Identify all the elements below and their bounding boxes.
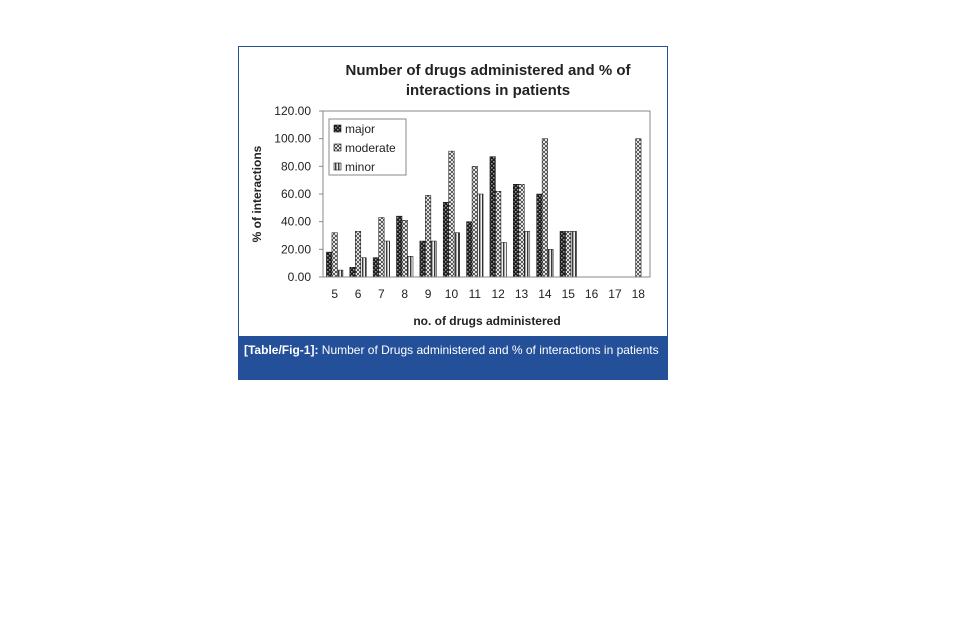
bar-moderate-14: [542, 139, 548, 277]
x-tick-label: 18: [631, 287, 645, 301]
x-tick-label: 16: [584, 287, 599, 301]
bar-minor-5: [337, 270, 343, 277]
y-tick-label: 100.00: [274, 131, 311, 146]
bar-moderate-13: [519, 184, 525, 277]
bar-moderate-10: [449, 151, 455, 277]
y-tick-label: 60.00: [280, 187, 311, 201]
figure-caption: [239, 336, 667, 379]
chart-title-line-2: interactions in patients: [405, 82, 571, 99]
bar-minor-7: [384, 241, 390, 277]
legend: [329, 119, 406, 175]
x-tick-label: 9: [424, 287, 432, 301]
bar-moderate-6: [355, 231, 361, 277]
x-tick-label: 17: [608, 287, 622, 301]
bar-minor-15: [571, 231, 577, 277]
x-tick-label: 8: [401, 287, 409, 301]
bar-minor-6: [361, 258, 367, 277]
bar-major-12: [490, 157, 496, 277]
x-tick-label: 6: [354, 287, 362, 301]
bar-moderate-9: [425, 195, 431, 277]
bar-moderate-8: [402, 220, 408, 277]
x-tick-label: 15: [561, 287, 575, 301]
caption-label: [Table/Fig-1]:: [244, 343, 319, 357]
x-tick-label: 12: [491, 287, 505, 301]
bar-minor-9: [431, 241, 437, 277]
legend-swatch-major: [334, 125, 341, 132]
bar-moderate-15: [566, 231, 572, 277]
bar-major-7: [373, 258, 379, 277]
chart-title-line-1: Number of drugs administered and % of: [345, 62, 631, 79]
y-axis-title: % of interactions: [250, 145, 264, 243]
x-axis-ticks: [331, 287, 645, 301]
bar-minor-11: [478, 194, 484, 277]
bar-major-10: [443, 202, 449, 277]
bar-minor-10: [454, 233, 460, 277]
legend-label-major: major: [345, 122, 376, 136]
bar-chart: [239, 47, 667, 335]
bar-minor-14: [548, 249, 554, 277]
bar-major-13: [513, 184, 519, 277]
bar-moderate-5: [332, 233, 338, 277]
x-tick-label: 14: [538, 287, 552, 301]
bar-major-8: [397, 216, 403, 277]
legend-label-minor: minor: [345, 160, 376, 174]
y-axis-ticks: [274, 104, 323, 284]
y-tick-label: 0.00: [287, 270, 311, 284]
bar-moderate-12: [495, 191, 501, 277]
bar-major-5: [326, 252, 332, 277]
bar-major-9: [420, 241, 426, 277]
bar-minor-8: [408, 256, 414, 277]
bar-major-14: [537, 194, 543, 277]
bar-major-15: [560, 231, 566, 277]
legend-swatch-moderate: [334, 144, 341, 151]
x-tick-label: 10: [444, 287, 459, 301]
y-tick-label: 80.00: [280, 159, 311, 174]
bar-major-6: [350, 267, 356, 277]
legend-label-moderate: moderate: [345, 141, 396, 155]
bar-major-11: [467, 222, 473, 277]
x-tick-label: 13: [514, 287, 529, 301]
x-tick-label: 11: [468, 287, 482, 301]
bar-moderate-7: [379, 218, 385, 277]
bar-minor-13: [524, 231, 530, 277]
bar-moderate-18: [636, 139, 642, 277]
bar-minor-12: [501, 242, 507, 277]
legend-swatch-minor: [334, 163, 341, 170]
caption-text: Number of Drugs administered and % of interactions in patients: [318, 343, 659, 357]
figure-panel: [238, 46, 668, 380]
y-tick-label: 120.00: [274, 104, 311, 118]
x-tick-label: 7: [378, 287, 385, 301]
y-tick-label: 40.00: [280, 214, 311, 229]
x-tick-label: 5: [331, 287, 339, 301]
y-tick-label: 20.00: [280, 242, 311, 257]
bar-moderate-11: [472, 166, 478, 277]
x-axis-title: no. of drugs administered: [413, 314, 561, 328]
